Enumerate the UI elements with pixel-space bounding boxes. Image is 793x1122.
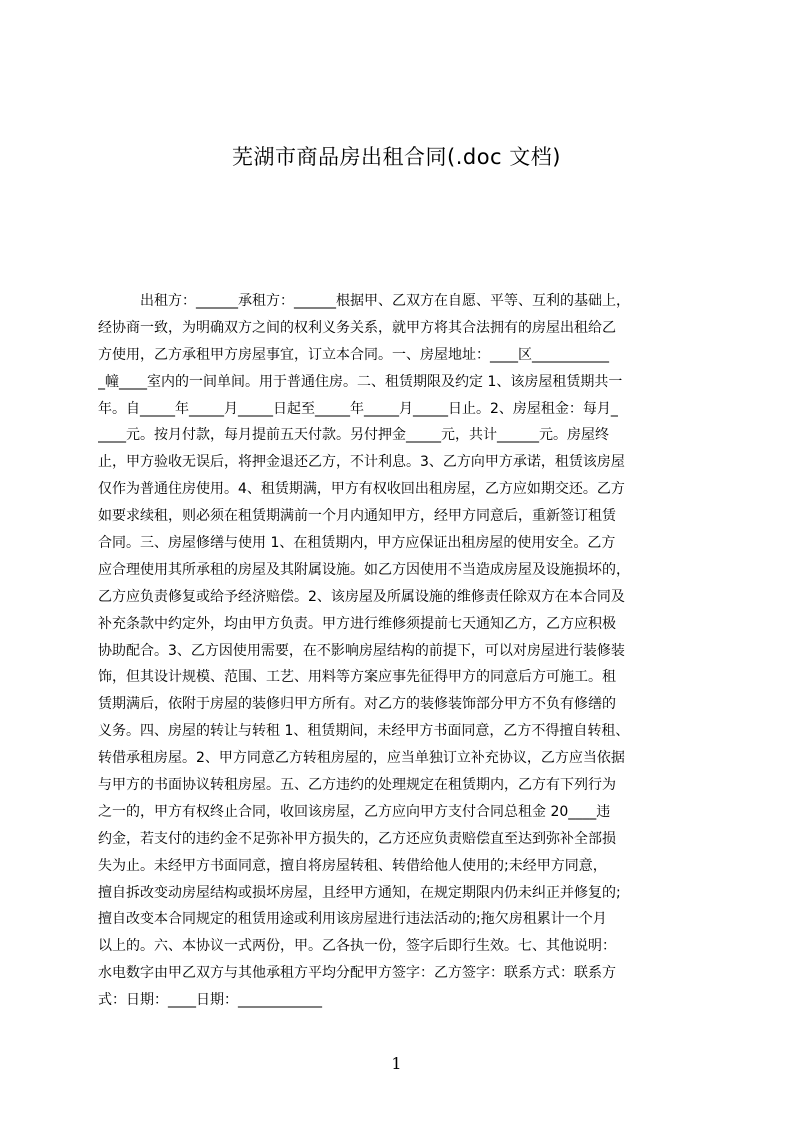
body-line: 协助配合。3、乙方因使用需要，在不影响房屋结构的前提下，可以对房屋进行装修装 [98,642,625,659]
body-line: 擅自改变本合同规定的租赁用途或利用该房屋进行违法活动的;拖欠房租累计一个月 [98,911,607,928]
body-line: 失为止。未经甲方书面同意，擅自将房屋转租、转借给他人使用的;未经甲方同意， [98,857,607,874]
body-line: ____元。按月付款，每月提前五天付款。另付押金_____元，共计______元。房屋终 [98,427,609,444]
page-number: 1 [391,1054,402,1073]
body-line: 经协商一致，为明确双方之间的权利义务关系，就甲方将其合法拥有的房屋出租给乙 [98,319,616,336]
body-line: 出租方：______承租方：______根据甲、乙双方在自愿、平等、互利的基础上， [140,293,630,309]
body-line: 以上的。六、本协议一式两份，甲。乙各执一份，签字后即行生效。七、其他说明： [98,938,616,955]
body-line: 止，甲方验收无误后，将押金退还乙方，不计利息。3、乙方向甲方承诺，租赁该房屋 [98,454,625,471]
body-line: 之一的，甲方有权终止合同，收回该房屋，乙方应向甲方支付合同总租金 20____违 [98,803,611,820]
body-line: 式：日期：____日期：____________ [98,992,322,1009]
body-line: 乙方应负责修复或给予经济赔偿。2、该房屋及所属设施的维修责任除双方在本合同及 [98,588,625,605]
body-line: 赁期满后，依附于房屋的装修归甲方所有。对乙方的装修装饰部分甲方不负有修缮的 [98,696,616,713]
body-line: 合同。三、房屋修缮与使用 1、在租赁期内，甲方应保证出租房屋的使用安全。乙方 [98,535,616,552]
body-line: 转借承租房屋。2、甲方同意乙方转租房屋的，应当单独订立补充协议，乙方应当依据 [98,750,625,767]
contract-body [98,288,697,1018]
body-line: 补充条款中约定外，均由甲方负责。甲方进行维修须提前七天通知乙方，乙方应积极 [98,615,616,632]
body-line: 年。自_____年_____月_____日起至_____年_____月_____日止。2、房屋租金：每月_ [98,400,618,417]
body-line: 约金，若支付的违约金不足弥补甲方损失的，乙方还应负责赔偿直至达到弥补全部损 [98,830,616,847]
body-line: 仅作为普通住房使用。4、租赁期满，甲方有权收回出租房屋，乙方应如期交还。乙方 [98,481,625,498]
body-line: 应合理使用其所承租的房屋及其附属设施。如乙方因使用不当造成房屋及设施损坏的， [98,561,630,578]
body-line: 如要求续租，则必须在租赁期满前一个月内通知甲方，经甲方同意后，重新签订租赁 [98,508,616,525]
body-line: 义务。四、房屋的转让与转租 1、租赁期间，未经甲方书面同意，乙方不得擅自转租、 [98,723,630,740]
body-line: 饰，但其设计规模、范围、工艺、用料等方案应事先征得甲方的同意后方可施工。租 [98,669,616,686]
body-line: _幢____室内的一间单间。用于普通住房。二、租赁期限及约定 1、该房屋租赁期共一 [98,373,623,390]
body-line: 水电数字由甲乙双方与其他承租方平均分配甲方签字：乙方签字：联系方式：联系方 [98,965,616,982]
body-line: 方使用，乙方承租甲方房屋事宜，订立本合同。一、房屋地址：____区___________ [98,346,609,363]
body-line: 擅自拆改变动房屋结构或损坏房屋，且经甲方通知，在规定期限内仍未纠正并修复的; [98,884,621,901]
document-title: 芜湖市商品房出租合同(.doc 文档) [232,145,561,169]
body-line: 与甲方的书面协议转租房屋。五、乙方违约的处理规定在租赁期内，乙方有下列行为 [98,777,616,794]
